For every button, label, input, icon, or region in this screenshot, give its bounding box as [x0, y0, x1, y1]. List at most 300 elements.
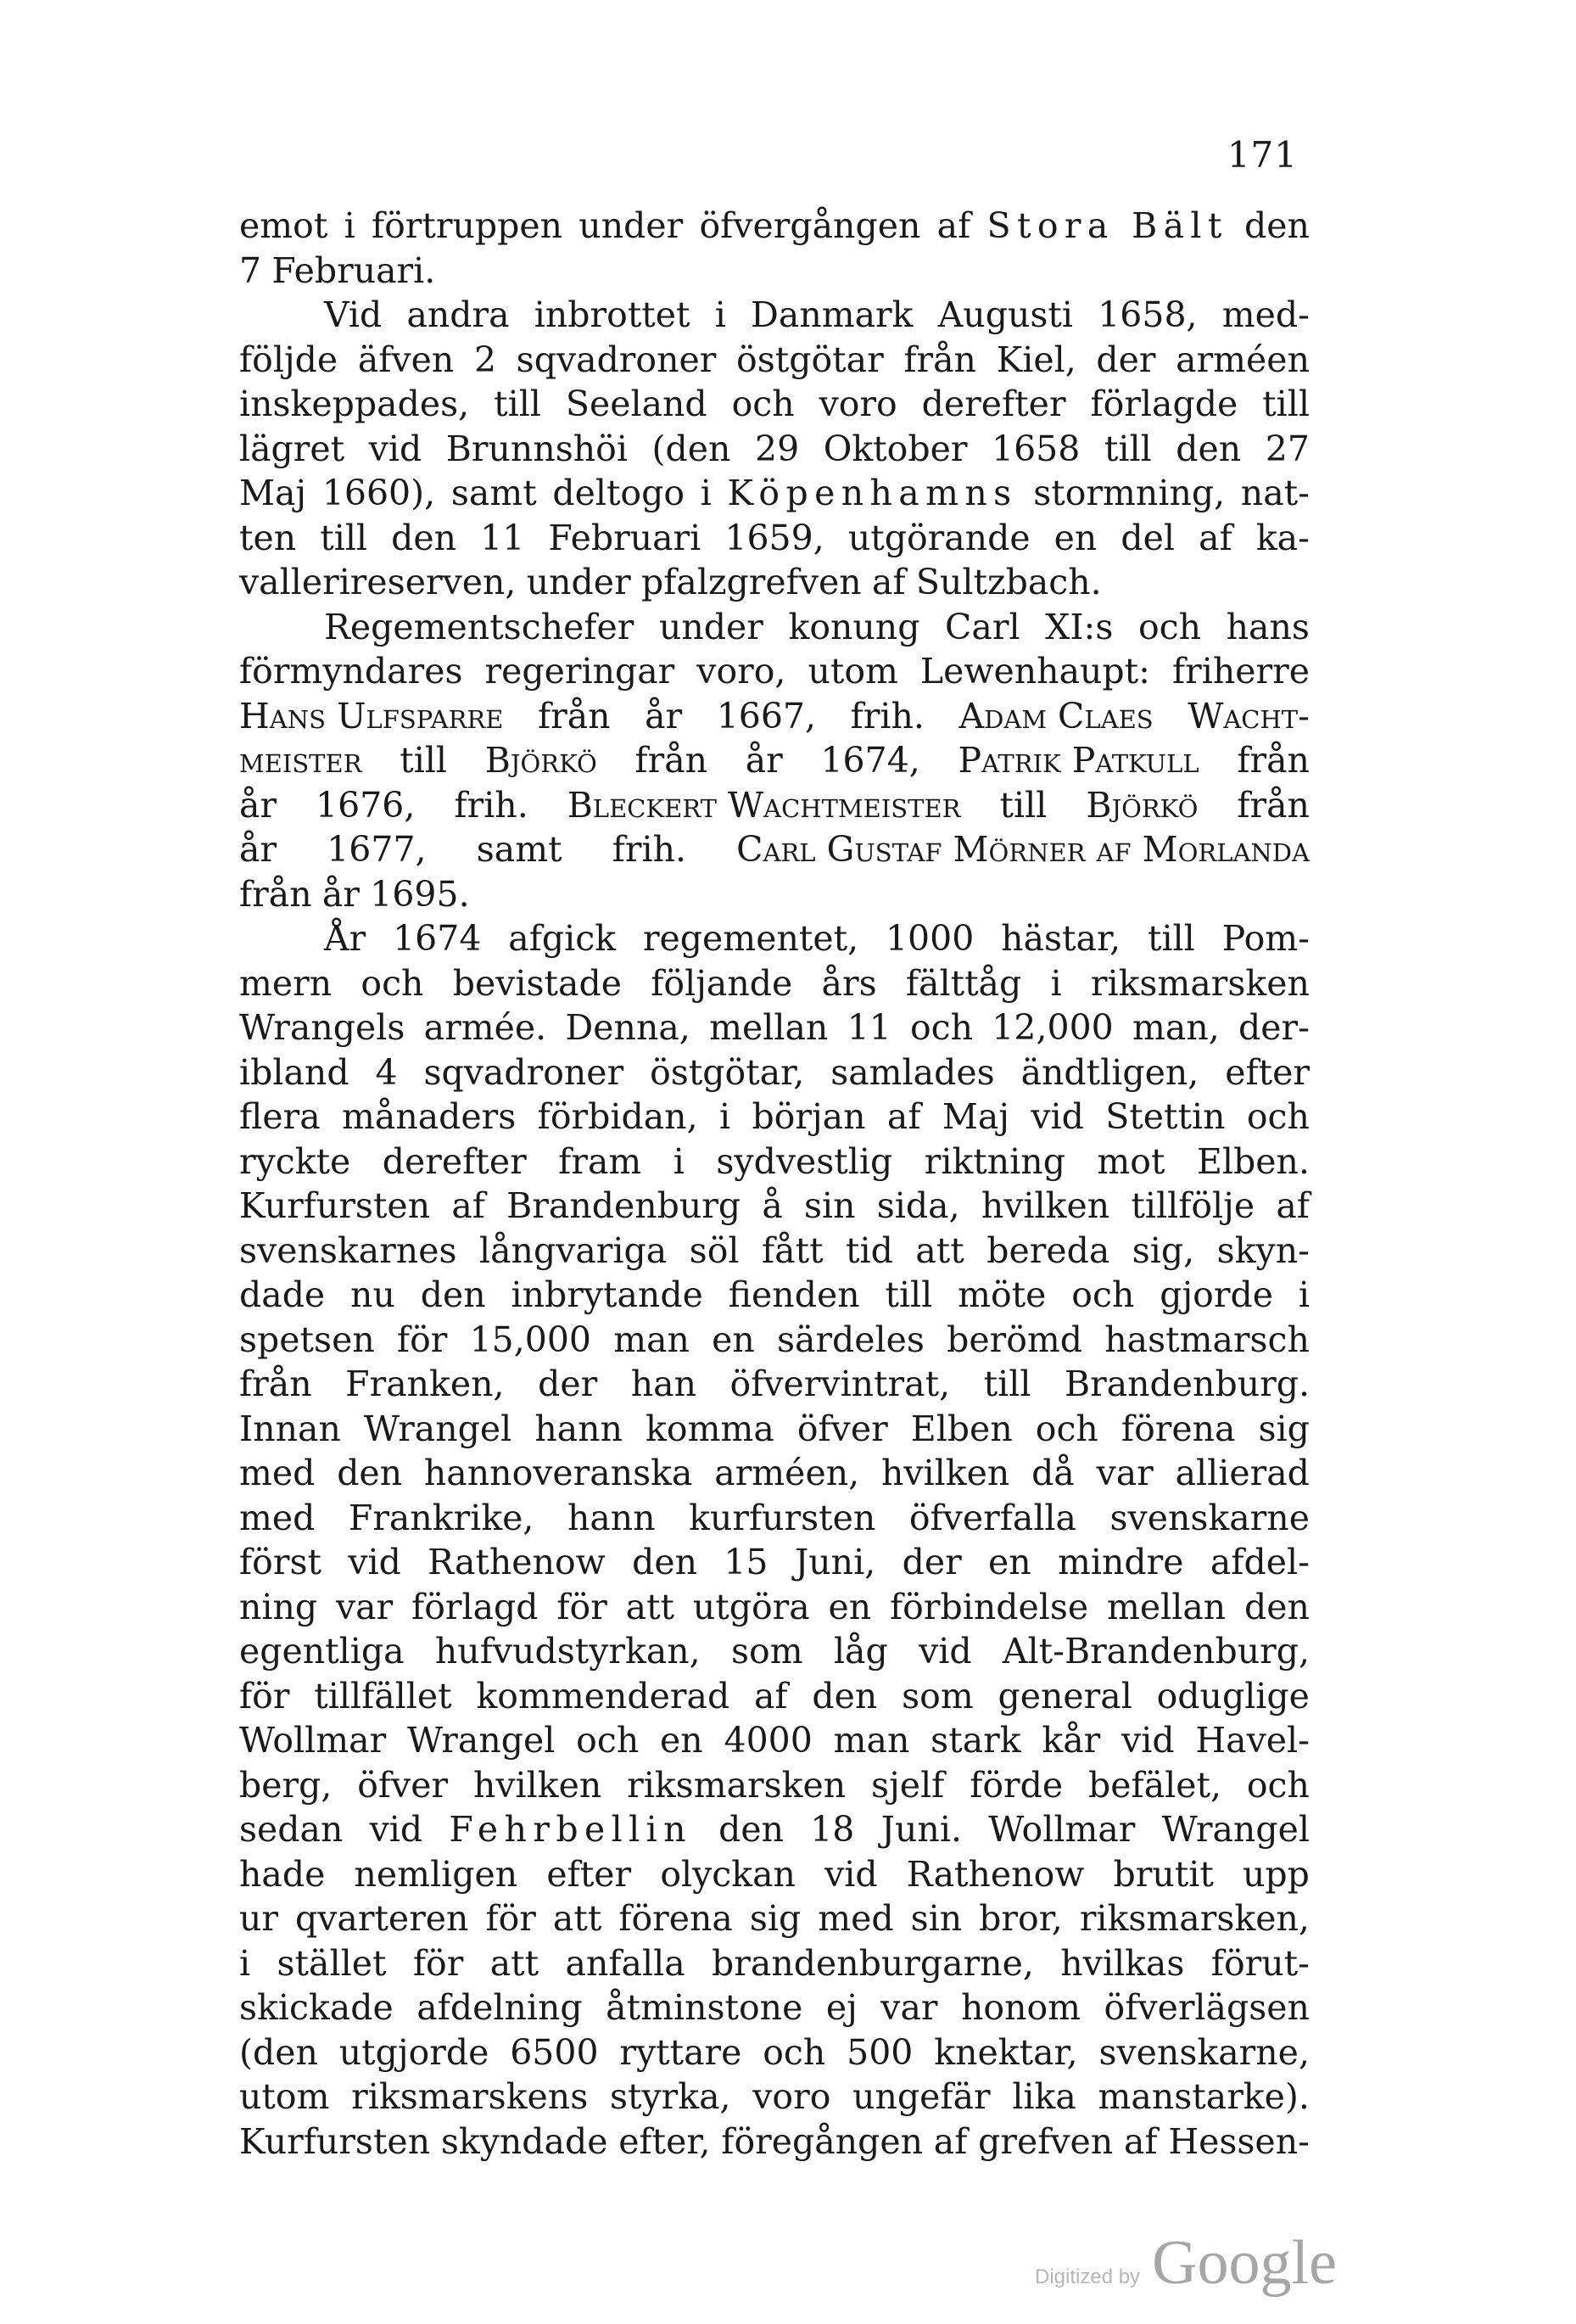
word: Stettin	[1105, 1096, 1226, 1137]
word: förbidan,	[537, 1096, 698, 1137]
word: sydvestlig	[716, 1140, 893, 1182]
word: Wrangel	[363, 1408, 512, 1449]
word: Pom-	[1221, 918, 1310, 959]
word: tillfölje	[1131, 1185, 1255, 1226]
word: möte	[958, 1274, 1047, 1315]
word: Brandenburg	[506, 1185, 741, 1226]
text-line	[239, 427, 1310, 472]
word: under	[526, 562, 631, 602]
word: Björkö	[484, 740, 597, 781]
word: konung	[788, 606, 920, 647]
word: ten	[239, 517, 297, 558]
word: tillfället	[314, 1675, 452, 1716]
word: till	[983, 1364, 1031, 1404]
text-line	[239, 961, 1310, 1006]
word: en	[828, 1586, 872, 1627]
word: för	[556, 1586, 607, 1627]
word: Maj	[942, 1096, 1009, 1137]
word: riksmarsken	[1090, 962, 1310, 1004]
word: var	[335, 1586, 394, 1627]
word: dade	[239, 1274, 326, 1315]
word: till	[1262, 384, 1310, 424]
word: från	[634, 740, 708, 781]
word: Brandenburg.	[1064, 1364, 1310, 1404]
word: general	[998, 1675, 1132, 1716]
word: från	[537, 695, 611, 736]
word: Regementschefer	[324, 606, 634, 647]
word: långvariga	[478, 1229, 668, 1271]
word: Bleckert Wachtmeister	[567, 784, 961, 826]
text-line	[239, 1407, 1310, 1452]
word: vid	[369, 1809, 423, 1850]
word: vid	[919, 1631, 972, 1672]
word: gjorde	[1160, 1274, 1273, 1315]
word: kurfursten	[689, 1497, 876, 1538]
word: ibland	[239, 1051, 349, 1093]
word: samlades	[830, 1051, 995, 1093]
word: 4000	[724, 1720, 813, 1761]
word: Danmark	[751, 294, 914, 335]
word: nemligen	[354, 1853, 518, 1895]
text-line	[239, 1273, 1310, 1318]
word: hade	[239, 1853, 326, 1895]
text-line	[239, 1718, 1310, 1763]
word: och	[1137, 606, 1202, 647]
word: år	[645, 695, 683, 736]
word: i	[718, 1096, 731, 1137]
word: arméen,	[714, 1453, 860, 1493]
word: bevistade	[452, 962, 622, 1004]
word: från	[239, 1364, 312, 1404]
word: hann	[534, 1408, 623, 1449]
word: och	[1246, 1764, 1310, 1806]
word: till	[1147, 918, 1195, 959]
word: förena	[1121, 1408, 1236, 1449]
word: anfalla	[565, 1942, 685, 1984]
word: och	[576, 1720, 640, 1761]
word: meister	[239, 740, 362, 781]
text-line	[239, 827, 1310, 872]
word: Hans Ulfsparre	[239, 695, 504, 736]
word: Wollmar	[239, 1720, 387, 1761]
word: för	[239, 1675, 290, 1716]
word: 12,000	[992, 1007, 1114, 1048]
word: under	[578, 205, 684, 246]
word: föregången	[721, 2120, 924, 2162]
word: äfven	[357, 339, 455, 380]
word: utgöra	[692, 1586, 810, 1627]
word: del	[1121, 517, 1176, 558]
word: Hessen-	[1168, 2120, 1310, 2162]
word: från	[1237, 784, 1310, 826]
word: var	[1096, 1453, 1154, 1493]
word: för	[396, 1319, 448, 1360]
word: hvilkas	[1060, 1942, 1185, 1984]
word: ungefär	[852, 2076, 991, 2117]
word: frih.	[454, 784, 528, 826]
word: att	[489, 1942, 539, 1984]
word: spetsen	[239, 1319, 375, 1360]
text-line	[239, 382, 1310, 427]
word: mellan	[709, 1007, 829, 1048]
word: att	[625, 1586, 675, 1627]
word: Denna,	[565, 1007, 690, 1048]
word: östgötar	[736, 339, 884, 380]
word: inbrytande	[511, 1274, 703, 1315]
word: af	[1123, 2120, 1158, 2162]
word: hastmarsch	[1104, 1319, 1310, 1360]
word: vid	[824, 1853, 878, 1895]
word: Kiel,	[996, 339, 1076, 380]
word: öfverfalla	[908, 1497, 1076, 1538]
word: nat-	[1240, 473, 1310, 513]
text-line	[239, 1896, 1310, 1941]
word: 11	[480, 517, 525, 558]
word: inskeppades,	[239, 384, 470, 424]
word: ryckte	[239, 1140, 351, 1182]
word: lika	[1012, 2076, 1076, 2117]
word: han	[630, 1364, 696, 1404]
word: följande	[651, 962, 793, 1004]
word: den	[812, 1675, 878, 1716]
word: som	[902, 1675, 974, 1716]
text-line	[239, 2030, 1310, 2075]
word: 1660),	[321, 473, 436, 513]
word: armée.	[423, 1007, 547, 1048]
word: friherre	[1171, 651, 1310, 692]
word: med	[239, 1453, 316, 1493]
word: den	[632, 1542, 698, 1582]
word: Havel-	[1195, 1720, 1310, 1761]
word: Frankrike,	[348, 1497, 534, 1538]
word: berömd	[947, 1319, 1083, 1360]
word: der	[902, 1542, 962, 1582]
text-line	[239, 338, 1310, 383]
text-line	[239, 1763, 1310, 1808]
word: af	[871, 562, 906, 602]
word: hästar,	[1001, 918, 1121, 959]
word: skickade	[239, 1987, 394, 2028]
word: östgötar,	[650, 1051, 805, 1093]
word: ning	[239, 1586, 318, 1627]
word: 11	[847, 1007, 891, 1048]
word: 4	[375, 1051, 398, 1093]
word: och	[1246, 1096, 1310, 1137]
word: som	[731, 1631, 803, 1672]
text-line	[239, 471, 1310, 516]
word: den	[1244, 205, 1310, 246]
word: År	[324, 918, 366, 959]
word: af	[1199, 517, 1232, 558]
word: skyn-	[1216, 1229, 1310, 1271]
text-line	[239, 1540, 1310, 1585]
word: och	[731, 384, 795, 424]
word: samt	[476, 829, 562, 870]
word: en	[660, 1720, 703, 1761]
word: Alt-Brandenburg,	[1002, 1631, 1310, 1672]
body-text	[239, 204, 1310, 2164]
word: med	[818, 1898, 894, 1939]
word: förut-	[1210, 1942, 1310, 1984]
word: sin	[804, 1185, 856, 1226]
word: stormning,	[1033, 473, 1226, 513]
text-line	[239, 1852, 1310, 1897]
word: flera	[239, 1096, 321, 1137]
word: förbindelse	[890, 1586, 1089, 1627]
word: var	[880, 1987, 938, 2028]
google-logo: Google	[1152, 2228, 1337, 2298]
word: under	[658, 606, 763, 647]
word: Kurfursten	[239, 2120, 431, 2162]
word: Wrangels	[239, 1007, 405, 1048]
word: hannoveranska	[423, 1453, 693, 1493]
text-line	[239, 916, 1310, 961]
text-line	[239, 293, 1310, 338]
text-line	[239, 1807, 1310, 1852]
word: frih.	[850, 695, 925, 736]
word: Wollmar	[988, 1809, 1136, 1850]
word: 1659,	[724, 517, 824, 558]
text-line	[239, 1362, 1310, 1407]
word: den	[718, 1809, 784, 1850]
word: Juni.	[880, 1809, 962, 1850]
word: derefter	[382, 1140, 527, 1182]
word: i	[344, 205, 355, 246]
word: manstarke).	[1098, 2076, 1310, 2117]
text-line	[239, 249, 1310, 294]
word: Vid	[324, 294, 383, 335]
word: honom	[961, 1987, 1081, 2028]
word: Carl Gustaf Mörner af Morlanda	[736, 829, 1310, 870]
word: sig	[749, 1898, 802, 1939]
word: i	[673, 1140, 685, 1182]
word: styrka,	[609, 2076, 731, 2117]
word: fälttåg	[905, 962, 1022, 1004]
word: sida,	[876, 1185, 960, 1226]
word: Elben.	[1196, 1140, 1310, 1182]
word: och	[1035, 1408, 1098, 1449]
word: 29	[755, 428, 800, 469]
word: af	[753, 1675, 788, 1716]
word: af	[936, 205, 971, 246]
word: afgick	[508, 918, 617, 959]
word: med-	[1221, 294, 1310, 335]
word: upp	[1243, 1853, 1310, 1895]
word: 15,000	[469, 1319, 592, 1360]
word: regementet,	[642, 918, 859, 959]
word: sqvadroner	[516, 339, 717, 380]
word: utgjorde	[338, 2031, 489, 2073]
word: öfvervintrat,	[729, 1364, 951, 1404]
word: en	[1053, 517, 1098, 558]
word: att	[552, 1898, 602, 1939]
word: kår	[1042, 1720, 1101, 1761]
word: till	[400, 740, 448, 781]
word: vid	[1121, 1720, 1175, 1761]
word: förtruppen	[371, 205, 563, 246]
word: 1695.	[370, 873, 470, 915]
word: den	[391, 517, 457, 558]
word: andra	[406, 294, 510, 335]
word: i	[714, 294, 726, 335]
word: till	[1104, 428, 1152, 469]
word: riksmarskens	[351, 2076, 589, 2117]
word: lägret	[239, 428, 345, 469]
word: öfverlägsen	[1104, 1987, 1310, 2028]
word: till	[320, 517, 368, 558]
word: i	[239, 1942, 251, 1984]
word: af	[451, 1185, 485, 1226]
word: afdelning	[416, 1987, 583, 2028]
word: och	[1071, 1274, 1135, 1315]
word: Juni,	[794, 1542, 876, 1582]
word: i	[700, 473, 712, 513]
word: ka-	[1255, 517, 1310, 558]
word: förmyndares	[239, 651, 463, 692]
word: år	[239, 829, 277, 870]
word: 1658,	[1098, 294, 1198, 335]
word: Augusti	[937, 294, 1073, 335]
word: Seeland	[565, 384, 707, 424]
word: öfver	[796, 1408, 888, 1449]
word: 500	[847, 2031, 914, 2073]
text-line	[239, 1184, 1310, 1229]
word: Rathenow	[428, 1542, 606, 1582]
word: sqvadroner	[423, 1051, 624, 1093]
text-line	[239, 1985, 1310, 2030]
word: kommenderad	[476, 1675, 730, 1716]
word: der	[538, 1364, 598, 1404]
word: den	[337, 1453, 403, 1493]
text-line	[239, 560, 1310, 605]
word: hvilken	[981, 1185, 1110, 1226]
word: svenskarne	[1109, 1497, 1310, 1538]
word: arméen	[1176, 339, 1310, 380]
word: hans	[1226, 606, 1310, 647]
word: befälet,	[1088, 1764, 1222, 1806]
word: förde	[970, 1764, 1064, 1806]
word: efter,	[618, 2120, 711, 2162]
word: pfalzgrefven	[640, 562, 862, 602]
word: utgörande	[847, 517, 1031, 558]
word: 1677,	[327, 829, 427, 870]
text-line	[239, 1941, 1310, 1986]
word: allierad	[1175, 1453, 1310, 1493]
text-line	[239, 204, 1310, 249]
word: vid	[1031, 1096, 1084, 1137]
word: mern	[239, 962, 333, 1004]
word: Patrik Patkull	[958, 740, 1199, 781]
text-line	[239, 1629, 1310, 1674]
word: der-	[1238, 1007, 1310, 1048]
word: svenskarne,	[1098, 2031, 1310, 2073]
text-line	[239, 1005, 1310, 1050]
word: med	[239, 1497, 316, 1538]
word: knektar,	[934, 2031, 1078, 2073]
word: öfver	[357, 1764, 449, 1806]
word: riktning	[924, 1140, 1065, 1182]
word: XI:s	[1045, 606, 1114, 647]
word: Sultzbach.	[915, 562, 1102, 602]
text-line	[239, 1140, 1310, 1184]
text-line	[239, 738, 1310, 783]
word: man	[613, 1319, 690, 1360]
word: Björkö	[1086, 784, 1199, 826]
word: der	[1096, 339, 1156, 380]
word: hann	[567, 1497, 656, 1538]
word: 1000	[885, 918, 975, 959]
word: från	[1237, 740, 1310, 781]
word: Lewenhaupt:	[919, 651, 1150, 692]
page-number: 171	[1227, 134, 1298, 176]
word: från	[239, 873, 312, 915]
text-line	[239, 605, 1310, 650]
word: komma	[645, 1408, 774, 1449]
word: 6500	[510, 2031, 599, 2073]
word: vid	[368, 428, 422, 469]
word: förlagde	[1090, 384, 1238, 424]
word: tid	[846, 1229, 893, 1271]
word: sig,	[1132, 1229, 1195, 1271]
word: en	[712, 1319, 755, 1360]
text-line	[239, 2075, 1310, 2120]
word: och	[360, 962, 424, 1004]
word: hufvudstyrkan,	[434, 1631, 701, 1672]
word: frih.	[612, 829, 687, 870]
word: mindre	[1058, 1542, 1184, 1582]
word: 1674	[393, 918, 482, 959]
word: Stora Bält	[986, 205, 1228, 246]
word: i	[1298, 1274, 1310, 1315]
word: Oktober	[823, 428, 968, 469]
word: Köpenhamns	[727, 473, 1018, 513]
word: stället	[277, 1942, 387, 1984]
word: nu	[350, 1274, 395, 1315]
word: förlagd	[411, 1586, 539, 1627]
word: i	[1050, 962, 1062, 1004]
word: regeringar	[484, 651, 675, 692]
word: emot	[239, 205, 328, 246]
word: (den	[239, 2031, 318, 2073]
word: voro	[819, 384, 897, 424]
word: Rathenow	[906, 1853, 1085, 1895]
word: fram	[558, 1140, 642, 1182]
word: Franken,	[345, 1364, 505, 1404]
word: först	[239, 1542, 321, 1582]
text-line	[239, 783, 1310, 828]
word: samt	[450, 473, 537, 513]
word: för	[412, 1942, 464, 1984]
word: den	[420, 1274, 486, 1315]
text-line	[239, 1451, 1310, 1496]
text-line	[239, 649, 1310, 694]
word: mot	[1097, 1140, 1165, 1182]
word: den	[1244, 1586, 1310, 1627]
text-line	[239, 1496, 1310, 1541]
text-line	[239, 1585, 1310, 1630]
word: år	[239, 784, 277, 826]
word: Kurfursten	[239, 1185, 431, 1226]
word: efter	[546, 1853, 632, 1895]
word: man,	[1132, 1007, 1220, 1048]
word: mellan	[1106, 1586, 1227, 1627]
word: 1667,	[716, 695, 817, 736]
word: riksmarsken	[627, 1764, 847, 1806]
word: Wrangel	[407, 1720, 556, 1761]
word: man	[833, 1720, 910, 1761]
word: en	[988, 1542, 1031, 1582]
word: då	[1031, 1453, 1075, 1493]
